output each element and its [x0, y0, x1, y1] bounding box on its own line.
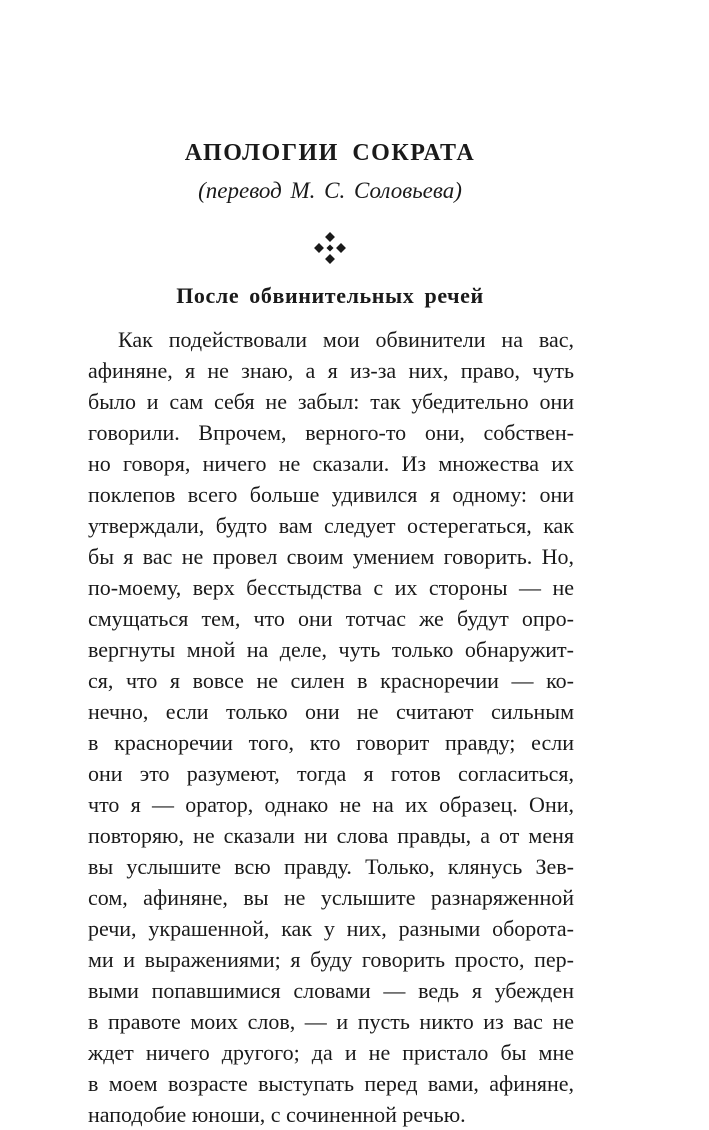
paragraph-line: они это разумеют, тогда я готов согласиться,: [88, 761, 574, 786]
paragraph-line: было и сам себя не забыл: так убедительно они: [88, 389, 574, 414]
paragraph-line: говорили. Впрочем, верного-то они, собствен-: [88, 420, 574, 445]
paragraph-line: Как подействовали мои обвинители на вас,: [118, 327, 574, 352]
paragraph-line: вы услышите всю правду. Только, клянусь Зев-: [88, 854, 574, 879]
paragraph-line: нечно, если только они не считают сильным: [88, 699, 574, 724]
paragraph-line: в моем возрасте выступать перед вами, афиняне,: [88, 1071, 574, 1096]
page-title: АПОЛОГИИ СОКРАТА: [184, 140, 476, 166]
paragraph-line: в правоте моих слов, — и пусть никто из вас не: [88, 1009, 574, 1034]
paragraph-line: вергнуты мной на деле, чуть только обнаружит-: [88, 637, 574, 662]
diamond-fleuron-icon: [314, 232, 346, 264]
paragraph-line: ся, что я вовсе не силен в красноречии — ко-: [88, 668, 574, 693]
paragraph-line: наподобие юноши, с сочиненной речью.: [88, 1102, 466, 1127]
paragraph-line: афиняне, я не знаю, а я из-за них, право, чуть: [88, 358, 574, 383]
paragraph-line: утверждали, будто вам следует остерегаться, как: [88, 513, 574, 538]
paragraph-line: ми и выражениями; я буду говорить просто, пер-: [88, 947, 574, 972]
paragraph-line: по-моему, верх бесстыдства с их стороны — не: [88, 575, 574, 600]
paragraph: [88, 324, 574, 1130]
paragraph-line: смущаться тем, что они тотчас же будут опро-: [88, 606, 574, 631]
section-heading: После обвинительных речей: [176, 283, 484, 308]
paragraph-line: что я — оратор, однако не на их образец. Они,: [88, 792, 574, 817]
paragraph-line: в красноречии того, кто говорит правду; если: [88, 730, 574, 755]
paragraph-line: но говоря, ничего не сказали. Из множества их: [88, 451, 574, 476]
paragraph-line: ждет ничего другого; да и не пристало бы мне: [88, 1040, 574, 1065]
translator-subtitle: (перевод М. С. Соловьева): [198, 178, 462, 203]
paragraph-line: сом, афиняне, вы не услышите разнаряженной: [88, 885, 574, 910]
paragraph-line: речи, украшенной, как у них, разными оборота-: [88, 916, 574, 941]
paragraph-line: выми попавшимися словами — ведь я убежден: [88, 978, 574, 1003]
paragraph-line: поклепов всего больше удивился я одному: они: [88, 482, 574, 507]
paragraph-line: повторяю, не сказали ни слова правды, а от меня: [88, 823, 574, 848]
paragraph-line: бы я вас не провел своим умением говорить. Но,: [88, 544, 574, 569]
